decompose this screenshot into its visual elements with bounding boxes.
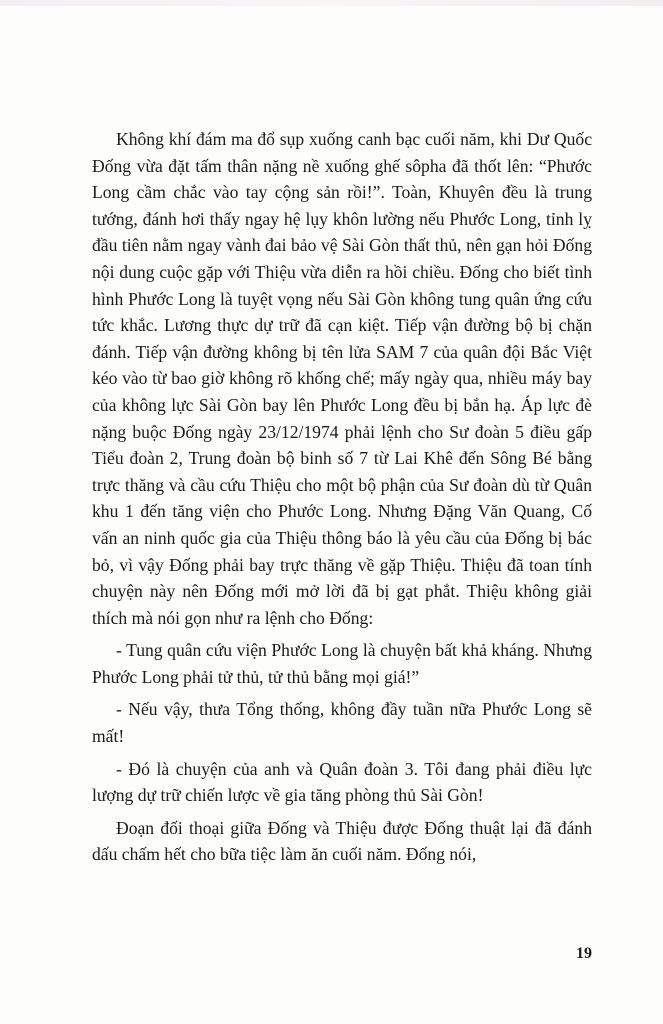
page-edge-strip [0, 0, 663, 6]
page-number: 19 [576, 945, 592, 962]
paragraph-3-dialogue: - Nếu vậy, thưa Tổng thống, không đầy tuần nữa Phước Long sẽ mất! [92, 699, 592, 747]
paragraph-5: Đoạn đối thoại giữa Đống và Thiệu được Đống thuật lại đã đánh dấu chấm hết cho bữa tiệc làm ăn cuối năm. Đống nói, [92, 817, 592, 865]
paragraph-1: Không khí đám ma đổ sụp xuống canh bạc cuối năm, khi Dư Quốc Đống vừa đặt tấm thân nặng nề xuống ghế sôpha đã thốt lên: “Phước Long cầm chắc vào tay cộng sản rồi!”. Toàn, Khuyên đều là trung tướng, đánh hơi thấy ngay hệ lụy khôn lường nếu Phước Long, tỉnh lỵ đầu tiên nằm ngay vành đai bảo vệ Sài Gòn thất thủ, nên gạn hỏi Đống nội dung cuộc gặp với Thiệu vừa diễn ra hồi chiều. Đống cho biết tình hình Phước Long là tuyệt vọng nếu Sài Gòn không tung quân ứng cứu tức khắc. Lương thực dự trữ đã cạn kiệt. Tiếp vận đường bộ bị chặn đánh. Tiếp vận đường không bị tên lửa SAM 7 của quân đội Bắc Việt kéo vào từ bao giờ không rõ khống chế; mấy ngày qua, nhiều máy bay của không lực Sài Gòn bay lên Phước Long đều bị bắn hạ. Áp lực đè nặng buộc Đống ngày 23/12/1974 phải lệnh cho Sư đoàn 5 điều gấp Tiểu đoàn 2, Trung đoàn bộ binh số 7 từ Lai Khê đến Sông Bé bằng trực thăng và cầu cứu Thiệu cho một bộ phận của Sư đoàn dù từ Quân khu 1 đến tăng viện cho Phước Long. Nhưng Đặng Văn Quang, Cố vấn an ninh quốc gia của Thiệu thông báo là yêu cầu của Đống bị bác bỏ, vì vậy Đống phải bay trực thăng về gặp Thiệu. Thiệu đã toan tính chuyện này nên Đống mới mở lời đã bị gạt phắt. Thiệu không giải thích mà nói gọn như ra lệnh cho Đống: [92, 129, 592, 628]
paragraph-2-dialogue: - Tung quân cứu viện Phước Long là chuyện bất khả kháng. Nhưng Phước Long phải tử thủ, tử thủ bằng mọi giá!” [92, 640, 592, 687]
paragraph-4-dialogue: - Đó là chuyện của anh và Quân đoàn 3. Tôi đang phải điều lực lượng dự trữ chiến lược về gia tăng phòng thủ Sài Gòn! [92, 758, 592, 806]
body-text [92, 126, 592, 874]
